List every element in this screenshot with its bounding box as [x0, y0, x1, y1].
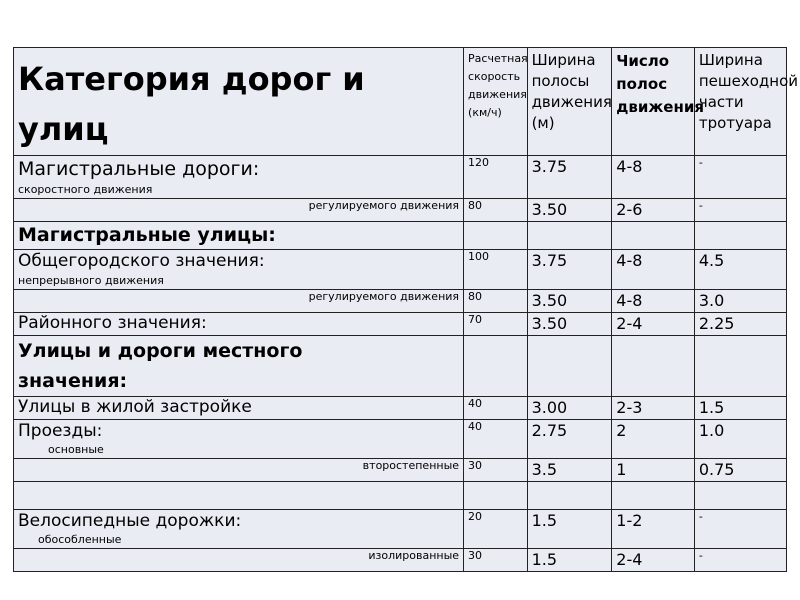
lanes-cell: 4-8: [612, 290, 695, 313]
lane-width-cell: 3.75: [527, 156, 612, 199]
sidewalk-cell: 1.0: [694, 420, 786, 459]
speed-cell: 80: [464, 290, 528, 313]
lanes-cell: 2-4: [612, 313, 695, 336]
lane-width-cell: 3.50: [527, 199, 612, 222]
row-title: Улицы в жилой застройке: [14, 397, 464, 420]
speed-cell: 30: [464, 549, 528, 572]
lanes-cell: 4-8: [612, 250, 695, 290]
table-row: [14, 336, 787, 397]
row-title: Районного значения:: [14, 313, 464, 336]
lane-width-cell: 3.00: [527, 397, 612, 420]
lanes-cell: 2: [612, 420, 695, 459]
section-title: Магистральные улицы:: [14, 222, 464, 250]
lane-width-cell: 1.5: [527, 510, 612, 549]
table-row: [14, 510, 787, 549]
sidewalk-cell: 4.5: [694, 250, 786, 290]
sidewalk-cell: -: [694, 156, 786, 199]
sidewalk-cell: -: [694, 549, 786, 572]
table-row: [14, 459, 787, 482]
lane-width-cell: 2.75: [527, 420, 612, 459]
row-title: Общегородского значения:: [18, 251, 265, 271]
row-subtitle: изолированные: [14, 549, 464, 572]
row-subtitle: основные: [48, 443, 104, 456]
row-subtitle: скоростного движения: [18, 183, 153, 196]
speed-cell: 80: [464, 199, 528, 222]
row-subtitle: второстепенные: [14, 459, 464, 482]
lanes-cell: 2-3: [612, 397, 695, 420]
row-subtitle: обособленные: [38, 533, 122, 546]
section-title: Улицы и дороги местного значения:: [14, 336, 464, 397]
row-subtitle: регулируемого движения: [14, 199, 464, 222]
row-title: Магистральные дороги:: [18, 158, 260, 180]
table-row: [14, 250, 787, 290]
row-title: Велосипедные дорожки:: [18, 511, 242, 531]
speed-cell: 30: [464, 459, 528, 482]
lanes-cell: 4-8: [612, 156, 695, 199]
table-row: [14, 549, 787, 572]
lanes-cell: 2-6: [612, 199, 695, 222]
sidewalk-cell: -: [694, 199, 786, 222]
header-lanes: Число полос движения: [612, 48, 695, 156]
sidewalk-cell: 0.75: [694, 459, 786, 482]
lane-width-cell: 3.75: [527, 250, 612, 290]
lane-width-cell: 3.50: [527, 290, 612, 313]
table-row-empty: [14, 482, 787, 510]
lanes-cell: 1: [612, 459, 695, 482]
table-row: [14, 199, 787, 222]
speed-cell: 120: [464, 156, 528, 199]
speed-cell: 40: [464, 397, 528, 420]
table-row: [14, 290, 787, 313]
sidewalk-cell: 1.5: [694, 397, 786, 420]
sidewalk-cell: 2.25: [694, 313, 786, 336]
header-row: [14, 48, 787, 156]
table-row: [14, 420, 787, 459]
lane-width-cell: 3.50: [527, 313, 612, 336]
table-row: [14, 397, 787, 420]
header-category: Категория дорог и улиц: [14, 48, 464, 156]
table-row: [14, 222, 787, 250]
table-row: [14, 313, 787, 336]
speed-cell: 40: [464, 420, 528, 459]
header-sidewalk: Ширина пешеходной части тротуара: [694, 48, 786, 156]
sidewalk-cell: -: [694, 510, 786, 549]
row-subtitle: регулируемого движения: [14, 290, 464, 313]
speed-cell: 20: [464, 510, 528, 549]
lane-width-cell: 3.5: [527, 459, 612, 482]
sidewalk-cell: 3.0: [694, 290, 786, 313]
row-title: Проезды:: [18, 421, 103, 441]
table-row: [14, 156, 787, 199]
row-subtitle: непрерывного движения: [18, 274, 164, 287]
lane-width-cell: 1.5: [527, 549, 612, 572]
header-lane-width: Ширина полосы движения (м): [527, 48, 612, 156]
speed-cell: 100: [464, 250, 528, 290]
speed-cell: 70: [464, 313, 528, 336]
lanes-cell: 1-2: [612, 510, 695, 549]
road-categories-table: [13, 47, 799, 572]
lanes-cell: 2-4: [612, 549, 695, 572]
header-speed: Расчетная скорость движения (км/ч): [464, 48, 528, 156]
